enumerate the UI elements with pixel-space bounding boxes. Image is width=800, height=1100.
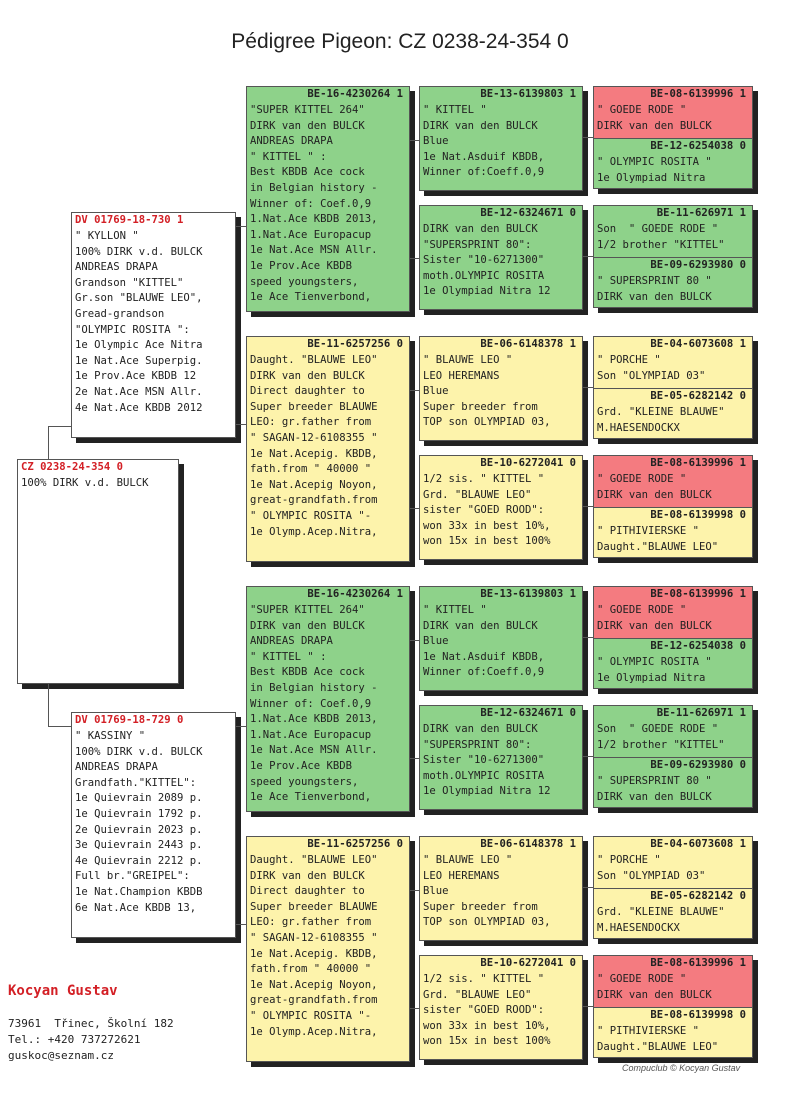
great-great-grandparent-pair[interactable] bbox=[593, 86, 753, 189]
info-line: 1e Quievrain 2089 p. bbox=[75, 792, 203, 805]
info-line: moth.OLYMPIC ROSITA bbox=[423, 769, 545, 782]
info-line: 6e Nat.Ace KBDB 13, bbox=[75, 901, 197, 914]
tree-connector bbox=[236, 424, 246, 425]
info-line: 1e Nat.Asduif KBDB, bbox=[423, 150, 545, 163]
ring-number: DV 01769-18-730 1 bbox=[75, 214, 184, 226]
info-line: " OLYMPIC ROSITA "- bbox=[250, 509, 372, 522]
info-line: Son " GOEDE RODE " bbox=[597, 223, 719, 235]
info-line: 1e Prov.Ace KBDB 12 bbox=[75, 370, 197, 383]
granddam-box[interactable] bbox=[246, 336, 410, 562]
female-ancestor[interactable] bbox=[594, 758, 752, 807]
info-line: 1e Olymp.Acep.Nitra, bbox=[250, 525, 378, 538]
ring-number: BE-08-6139996 1 bbox=[650, 957, 746, 969]
info-line: 1e Ace Tienverbond, bbox=[250, 291, 372, 304]
ring-number: BE-05-6282142 0 bbox=[650, 390, 746, 402]
ring-number: BE-09-6293980 0 bbox=[650, 759, 746, 771]
female-ancestor[interactable] bbox=[594, 258, 752, 307]
info-line: Best KBDB Ace cock bbox=[250, 166, 365, 179]
info-line: " PORCHE " bbox=[597, 854, 661, 866]
female-ancestor[interactable] bbox=[594, 1008, 752, 1057]
info-line: " GOEDE RODE " bbox=[597, 973, 687, 985]
info-line: 1e Nat.Ace MSN Allr. bbox=[250, 244, 378, 257]
ring-number: BE-08-6139996 1 bbox=[650, 88, 746, 100]
info-line: won 15x in best 100% bbox=[423, 535, 551, 548]
info-line: 1e Prov.Ace KBDB bbox=[250, 759, 353, 772]
tree-connector bbox=[410, 1008, 419, 1009]
tree-connector bbox=[583, 756, 593, 757]
copyright-footer: Compuclub © Kocyan Gustav bbox=[622, 1063, 741, 1073]
info-line: " KITTEL " bbox=[423, 604, 487, 616]
tree-connector bbox=[410, 508, 419, 509]
ring-number: BE-06-6148378 1 bbox=[480, 338, 576, 350]
info-line: 3e Quievrain 2443 p. bbox=[75, 839, 203, 852]
ring-number: BE-12-6254038 0 bbox=[650, 140, 746, 152]
info-line: Best KBDB Ace cock bbox=[250, 666, 365, 679]
info-line: 1.Nat.Ace Europacup bbox=[250, 228, 372, 241]
granddam-box[interactable] bbox=[246, 836, 410, 1062]
ring-number: BE-05-6282142 0 bbox=[650, 890, 746, 902]
page-title: Pédigree Pigeon: CZ 0238-24-354 0 bbox=[231, 30, 569, 53]
info-line: DIRK van den BULCK bbox=[597, 488, 712, 501]
great-granddam-box[interactable] bbox=[419, 205, 583, 310]
info-line: " PITHIVIERSKE " bbox=[597, 525, 700, 537]
info-line: Son "OLYMPIAD 03" bbox=[597, 869, 706, 882]
great-great-grandparent-pair[interactable] bbox=[593, 836, 753, 939]
info-line: Winner of: Coef.0,9 bbox=[250, 697, 372, 710]
info-line: Blue bbox=[423, 885, 449, 898]
info-line: " SAGAN-12-6108355 " bbox=[250, 431, 378, 444]
tree-connector bbox=[48, 426, 49, 459]
info-line: DIRK van den BULCK bbox=[250, 119, 365, 132]
ring-number: BE-08-6139998 0 bbox=[650, 509, 746, 521]
info-line: 100% DIRK v.d. BULCK bbox=[75, 245, 203, 258]
info-line: " KITTEL " : bbox=[250, 150, 327, 163]
male-ancestor[interactable] bbox=[594, 337, 752, 388]
ring-number: CZ 0238-24-354 0 bbox=[21, 461, 124, 473]
info-line: Daught. "BLAUWE LEO" bbox=[250, 354, 378, 366]
tree-connector bbox=[236, 726, 246, 727]
tree-connector bbox=[48, 726, 71, 727]
ring-number: BE-16-4230264 1 bbox=[307, 588, 403, 600]
info-line: 1e Nat.Ace Superpig. bbox=[75, 354, 203, 367]
ring-number: BE-12-6254038 0 bbox=[650, 640, 746, 652]
info-line: Grd. "KLEINE BLAUWE" bbox=[597, 406, 725, 418]
info-line: 1e Prov.Ace KBDB bbox=[250, 259, 353, 272]
info-line: " GOEDE RODE " bbox=[597, 604, 687, 616]
info-line: in Belgian history - bbox=[250, 181, 378, 194]
info-line: speed youngsters, bbox=[250, 275, 359, 288]
info-line: Blue bbox=[423, 385, 449, 398]
info-line: 1/2 sis. " KITTEL " bbox=[423, 973, 545, 985]
ring-number: BE-11-6257256 0 bbox=[307, 838, 403, 850]
info-line: LEO HEREMANS bbox=[423, 369, 500, 382]
info-line: DIRK van den BULCK bbox=[250, 869, 365, 882]
ring-number: BE-12-6324671 0 bbox=[480, 207, 576, 219]
ring-number: DV 01769-18-729 0 bbox=[75, 714, 184, 726]
male-ancestor[interactable] bbox=[594, 706, 752, 757]
great-granddam-box[interactable] bbox=[419, 705, 583, 810]
info-line: 1e Nat.Acepig. KBDB, bbox=[250, 947, 378, 960]
ring-number: BE-06-6148378 1 bbox=[480, 838, 576, 850]
ring-number: BE-04-6073608 1 bbox=[650, 838, 746, 850]
info-line: 1.Nat.Ace KBDB 2013, bbox=[250, 213, 378, 226]
ring-number: BE-11-6257256 0 bbox=[307, 338, 403, 350]
info-line: 1e Nat.Asduif KBDB, bbox=[423, 650, 545, 663]
info-line: Winner of:Coeff.0,9 bbox=[423, 666, 545, 679]
owner-name: Kocyan Gustav bbox=[8, 983, 118, 999]
ring-number: BE-10-6272041 0 bbox=[480, 957, 576, 969]
info-line: " KYLLON " bbox=[75, 230, 139, 242]
info-line: great-grandfath.from bbox=[250, 494, 378, 507]
ring-number: BE-09-6293980 0 bbox=[650, 259, 746, 271]
info-line: Grd. "KLEINE BLAUWE" bbox=[597, 906, 725, 918]
info-line: LEO HEREMANS bbox=[423, 869, 500, 882]
info-line: " BLAUWE LEO " bbox=[423, 854, 513, 866]
dam-box[interactable] bbox=[71, 712, 236, 938]
info-line: " BLAUWE LEO " bbox=[423, 354, 513, 366]
sire-box[interactable] bbox=[71, 212, 236, 438]
info-line: Direct daughter to bbox=[250, 885, 365, 898]
info-line: 1e Nat.Ace MSN Allr. bbox=[250, 744, 378, 757]
info-line: " KASSINY " bbox=[75, 730, 146, 742]
info-line: ANDREAS DRAPA bbox=[75, 261, 158, 274]
info-line: Direct daughter to bbox=[250, 385, 365, 398]
info-line: DIRK van den BULCK bbox=[597, 290, 712, 303]
tree-connector bbox=[410, 890, 419, 891]
ring-number: BE-16-4230264 1 bbox=[307, 88, 403, 100]
info-line: Winner of: Coef.0,9 bbox=[250, 197, 372, 210]
male-ancestor[interactable] bbox=[594, 587, 752, 638]
ring-number: BE-12-6324671 0 bbox=[480, 707, 576, 719]
info-line: " OLYMPIC ROSITA " bbox=[597, 656, 712, 668]
info-line: sister "GOED ROOD": bbox=[423, 504, 545, 517]
great-grandsire-box[interactable] bbox=[419, 336, 583, 441]
info-line: Super breeder from bbox=[423, 900, 538, 913]
info-line: 2e Nat.Ace MSN Allr. bbox=[75, 385, 203, 398]
info-line: " SAGAN-12-6108355 " bbox=[250, 931, 378, 944]
great-granddam-box[interactable] bbox=[419, 455, 583, 560]
great-great-grandparent-pair[interactable] bbox=[593, 955, 753, 1058]
ring-number: BE-08-6139996 1 bbox=[650, 588, 746, 600]
grandsire-box[interactable] bbox=[246, 586, 410, 812]
info-line: Sister "10-6271300" bbox=[423, 254, 545, 267]
tree-connector bbox=[583, 1006, 593, 1007]
tree-connector bbox=[410, 258, 419, 259]
ring-number: BE-13-6139803 1 bbox=[480, 88, 576, 100]
info-line: 100% DIRK v.d. BULCK bbox=[75, 745, 203, 758]
info-line: DIRK van den BULCK bbox=[423, 119, 538, 132]
tree-connector bbox=[410, 390, 419, 391]
info-line: 1/2 brother "KITTEL" bbox=[597, 238, 725, 251]
info-line: Son " GOEDE RODE " bbox=[597, 723, 719, 735]
great-great-grandparent-pair[interactable] bbox=[593, 455, 753, 558]
info-line: DIRK van den BULCK bbox=[597, 619, 712, 632]
info-line: Grd. "BLAUWE LEO" bbox=[423, 988, 532, 1001]
info-line: Grd. "BLAUWE LEO" bbox=[423, 488, 532, 501]
info-line: TOP son OLYMPIAD 03, bbox=[423, 416, 551, 429]
male-ancestor[interactable] bbox=[594, 956, 752, 1007]
female-ancestor[interactable] bbox=[594, 639, 752, 688]
info-line: DIRK van den BULCK bbox=[597, 790, 712, 803]
info-line: M.HAESENDOCKX bbox=[597, 921, 680, 934]
info-line: 1.Nat.Ace Europacup bbox=[250, 728, 372, 741]
info-line: "OLYMPIC ROSITA ": bbox=[75, 323, 190, 336]
tree-connector bbox=[236, 226, 246, 227]
info-line: 1e Olympic Ace Nitra bbox=[75, 339, 203, 352]
grandsire-box[interactable] bbox=[246, 86, 410, 312]
info-line: " KITTEL " : bbox=[250, 650, 327, 663]
info-line: "SUPER KITTEL 264" bbox=[250, 604, 365, 616]
info-line: 1e Quievrain 1792 p. bbox=[75, 807, 203, 820]
info-line: 1e Olympiad Nitra bbox=[597, 671, 706, 684]
info-line: " PORCHE " bbox=[597, 354, 661, 366]
info-line: fath.from " 40000 " bbox=[250, 463, 372, 476]
info-line: DIRK van den BULCK bbox=[423, 619, 538, 632]
tree-connector bbox=[583, 887, 593, 888]
info-line: ANDREAS DRAPA bbox=[250, 635, 333, 648]
tree-connector bbox=[236, 924, 246, 925]
info-line: sister "GOED ROOD": bbox=[423, 1004, 545, 1017]
owner-address: 73961 Třinec, Školní 182 bbox=[8, 1017, 174, 1030]
great-grandsire-box[interactable] bbox=[419, 586, 583, 691]
info-line: 1/2 sis. " KITTEL " bbox=[423, 473, 545, 485]
info-line: " KITTEL " bbox=[423, 104, 487, 116]
info-line: Daught."BLAUWE LEO" bbox=[597, 1040, 719, 1053]
info-line: won 33x in best 10%, bbox=[423, 1019, 551, 1032]
great-great-grandparent-pair[interactable] bbox=[593, 705, 753, 808]
subject-pigeon[interactable] bbox=[17, 459, 179, 684]
info-line: 1e Nat.Acepig Noyon, bbox=[250, 478, 378, 491]
info-line: fath.from " 40000 " bbox=[250, 963, 372, 976]
info-line: Daught."BLAUWE LEO" bbox=[597, 540, 719, 553]
info-line: TOP son OLYMPIAD 03, bbox=[423, 916, 551, 929]
info-line: 1e Nat.Acepig. KBDB, bbox=[250, 447, 378, 460]
tree-connector bbox=[48, 684, 49, 726]
info-line: Grandson "KITTEL" bbox=[75, 276, 184, 289]
info-line: 100% DIRK v.d. BULCK bbox=[21, 477, 149, 489]
tree-connector bbox=[410, 140, 419, 141]
info-line: " OLYMPIC ROSITA "- bbox=[250, 1009, 372, 1022]
owner-phone: Tel.: +420 737272621 bbox=[8, 1033, 141, 1046]
info-line: LEO: gr.father from bbox=[250, 916, 372, 929]
info-line: Gr.son "BLAUWE LEO", bbox=[75, 292, 203, 305]
info-line: 1e Olymp.Acep.Nitra, bbox=[250, 1025, 378, 1038]
info-line: ANDREAS DRAPA bbox=[250, 135, 333, 148]
info-line: won 15x in best 100% bbox=[423, 1035, 551, 1048]
info-line: Winner of:Coeff.0,9 bbox=[423, 166, 545, 179]
info-line: Super breeder BLAUWE bbox=[250, 400, 378, 413]
ring-number: BE-11-626971 1 bbox=[656, 707, 746, 719]
info-line: 1e Ace Tienverbond, bbox=[250, 791, 372, 804]
male-ancestor[interactable] bbox=[594, 206, 752, 257]
info-line: 1e Nat.Champion KBDB bbox=[75, 885, 203, 898]
info-line: Blue bbox=[423, 135, 449, 148]
info-line: DIRK van den BULCK bbox=[423, 223, 538, 235]
info-line: "SUPERSPRINT 80": bbox=[423, 738, 532, 751]
info-line: speed youngsters, bbox=[250, 775, 359, 788]
female-ancestor[interactable] bbox=[594, 508, 752, 557]
ring-number: BE-10-6272041 0 bbox=[480, 457, 576, 469]
ring-number: BE-13-6139803 1 bbox=[480, 588, 576, 600]
info-line: "SUPERSPRINT 80": bbox=[423, 238, 532, 251]
info-line: 1/2 brother "KITTEL" bbox=[597, 738, 725, 751]
ring-number: BE-08-6139998 0 bbox=[650, 1009, 746, 1021]
info-line: "SUPER KITTEL 264" bbox=[250, 104, 365, 116]
info-line: " GOEDE RODE " bbox=[597, 473, 687, 485]
info-line: Son "OLYMPIAD 03" bbox=[597, 369, 706, 382]
tree-connector bbox=[583, 506, 593, 507]
great-granddam-box[interactable] bbox=[419, 955, 583, 1060]
info-line: 4e Nat.Ace KBDB 2012 bbox=[75, 401, 203, 414]
info-line: 1.Nat.Ace KBDB 2013, bbox=[250, 713, 378, 726]
female-ancestor[interactable] bbox=[594, 139, 752, 188]
tree-connector bbox=[583, 387, 593, 388]
tree-connector bbox=[410, 758, 419, 759]
info-line: Gread-grandson bbox=[75, 307, 165, 320]
info-line: moth.OLYMPIC ROSITA bbox=[423, 269, 545, 282]
info-line: Daught. "BLAUWE LEO" bbox=[250, 854, 378, 866]
info-line: Blue bbox=[423, 635, 449, 648]
info-line: DIRK van den BULCK bbox=[597, 119, 712, 132]
great-great-grandparent-pair[interactable] bbox=[593, 336, 753, 439]
male-ancestor[interactable] bbox=[594, 456, 752, 507]
info-line: " SUPERSPRINT 80 " bbox=[597, 775, 712, 787]
info-line: DIRK van den BULCK bbox=[250, 369, 365, 382]
info-line: 1e Olympiad Nitra 12 bbox=[423, 285, 551, 298]
male-ancestor[interactable] bbox=[594, 87, 752, 138]
info-line: 2e Quievrain 2023 p. bbox=[75, 823, 203, 836]
info-line: 1e Nat.Acepig Noyon, bbox=[250, 978, 378, 991]
info-line: Super breeder from bbox=[423, 400, 538, 413]
info-line: 1e Olympiad Nitra bbox=[597, 171, 706, 184]
ring-number: BE-11-626971 1 bbox=[656, 207, 746, 219]
info-line: " PITHIVIERSKE " bbox=[597, 1025, 700, 1037]
owner-email[interactable]: guskoc@seznam.cz bbox=[8, 1049, 114, 1062]
info-line: in Belgian history - bbox=[250, 681, 378, 694]
info-line: ANDREAS DRAPA bbox=[75, 761, 158, 774]
tree-connector bbox=[583, 137, 593, 138]
ring-number: BE-08-6139996 1 bbox=[650, 457, 746, 469]
info-line: great-grandfath.from bbox=[250, 994, 378, 1007]
info-line: LEO: gr.father from bbox=[250, 416, 372, 429]
info-line: DIRK van den BULCK bbox=[597, 988, 712, 1001]
info-line: won 33x in best 10%, bbox=[423, 519, 551, 532]
male-ancestor[interactable] bbox=[594, 837, 752, 888]
info-line: M.HAESENDOCKX bbox=[597, 421, 680, 434]
info-line: " OLYMPIC ROSITA " bbox=[597, 156, 712, 168]
info-line: " SUPERSPRINT 80 " bbox=[597, 275, 712, 287]
female-ancestor[interactable] bbox=[594, 389, 752, 438]
tree-connector bbox=[583, 637, 593, 638]
ring-number: BE-04-6073608 1 bbox=[650, 338, 746, 350]
info-line: Sister "10-6271300" bbox=[423, 754, 545, 767]
great-great-grandparent-pair[interactable] bbox=[593, 205, 753, 308]
info-line: DIRK van den BULCK bbox=[423, 723, 538, 735]
female-ancestor[interactable] bbox=[594, 889, 752, 938]
great-great-grandparent-pair[interactable] bbox=[593, 586, 753, 689]
info-line: 1e Olympiad Nitra 12 bbox=[423, 785, 551, 798]
tree-connector bbox=[410, 640, 419, 641]
tree-connector bbox=[48, 426, 71, 427]
info-line: Full br."GREIPEL": bbox=[75, 870, 190, 883]
info-line: DIRK van den BULCK bbox=[250, 619, 365, 632]
info-line: Super breeder BLAUWE bbox=[250, 900, 378, 913]
great-grandsire-box[interactable] bbox=[419, 836, 583, 941]
tree-connector bbox=[583, 256, 593, 257]
info-line: Grandfath."KITTEL": bbox=[75, 776, 197, 789]
info-line: 4e Quievrain 2212 p. bbox=[75, 854, 203, 867]
info-line: " GOEDE RODE " bbox=[597, 104, 687, 116]
great-grandsire-box[interactable] bbox=[419, 86, 583, 191]
